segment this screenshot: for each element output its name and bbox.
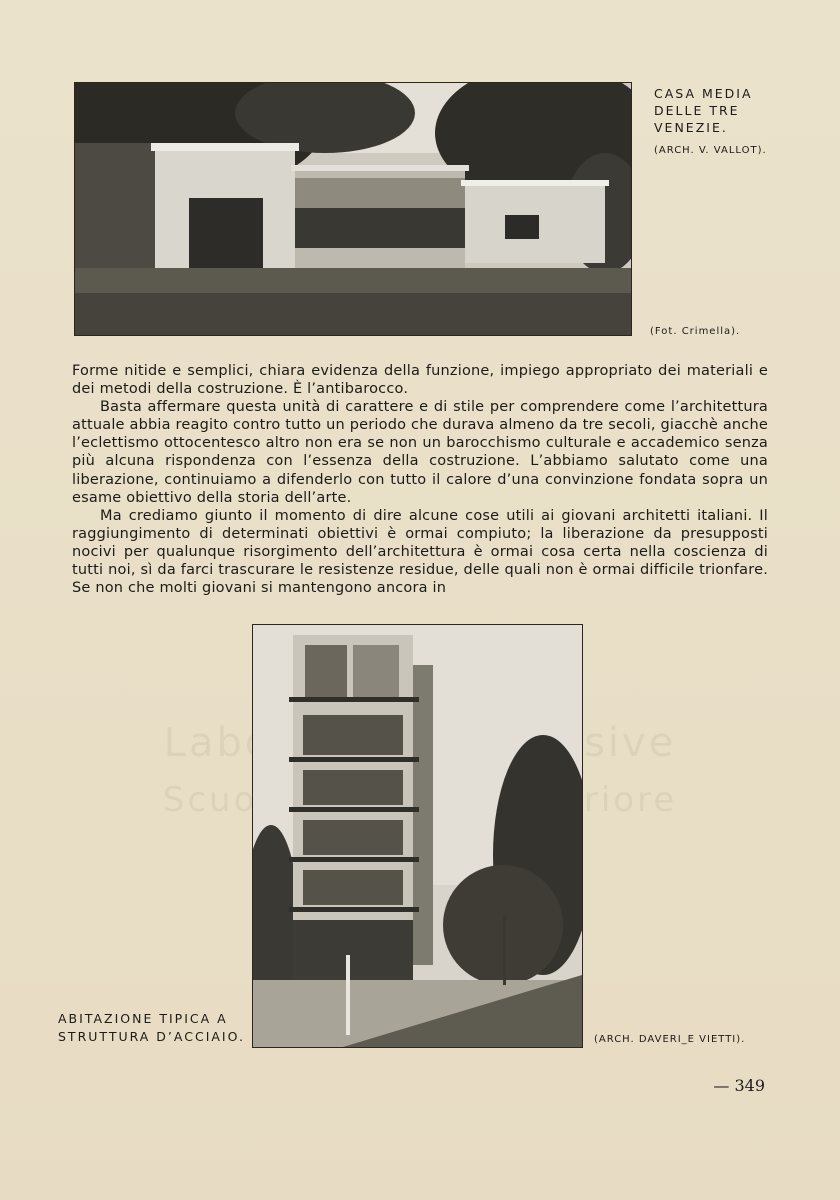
article-body [72, 362, 768, 597]
bottom-photo-architect: (ARCH. DAVERI_E VIETTI). [594, 1034, 746, 1045]
top-photo-architect: (ARCH. V. VALLOT). [654, 145, 767, 156]
top-photo-credit: (Fot. Crimella). [650, 326, 741, 337]
paragraph-1: Forme nitide e semplici, chiara evidenza della funzione, impiego appropriato dei materiali e dei metodi della costruzione. È l’antibarocco. [72, 363, 768, 398]
photo-casa-media [74, 82, 632, 336]
photo-abitazione-tipica [252, 624, 583, 1048]
bottom-photo-caption-title: ABITAZIONE TIPICA A STRUTTURA D’ACCIAIO. [58, 1011, 245, 1044]
top-photo-caption-title: CASA MEDIA DELLE TRE VENEZIE. [654, 86, 753, 135]
paragraph-2: Basta affermare questa unità di carattere e di stile per comprendere come l’architettura attuale abbia reagito contro tutto un periodo che durava almeno da tre secoli, giacchè anche l’eclettismo ottocentesco altro non era se non un barocchismo culturale e accademico senza più alcuna rispondenza con l’essenza della costruzione. L’abbiamo salutato come una liberazione, continuiamo a difenderlo con tutto il calore d’una convinzione fondata sopra un esame obiettivo della storia dell’arte. [72, 399, 768, 506]
page-number: — 349 [713, 1076, 765, 1095]
paragraph-3: Ma crediamo giunto il momento di dire alcune cose utili ai giovani architetti italiani. Il raggiungimento di determinati obiettivi è ormai compiuto; la liberazione da presupposti nocivi per qualunque risorgimento dell’architettura è ormai cosa certa nella coscienza di tutti noi, sì da farci trascurare le resistenze residue, delle quali non è ormai difficile trionfare. Se non che molti giovani si mantengono ancora in [72, 507, 768, 597]
